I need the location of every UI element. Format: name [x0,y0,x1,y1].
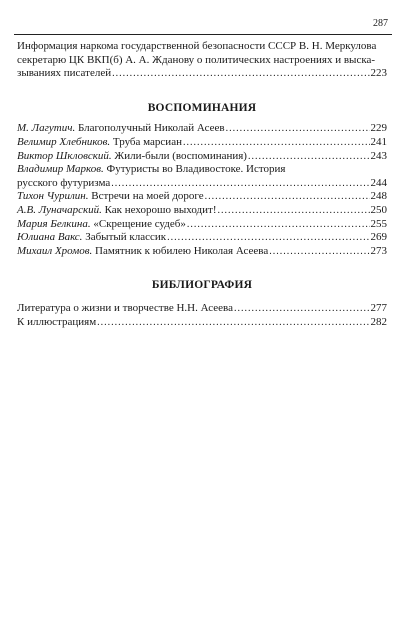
toc-entry [17,136,387,150]
toc-entry-title: Встречи на моей дороге [91,190,204,203]
dot-leader [112,67,369,81]
dot-leader [205,190,370,204]
toc-entry [17,218,387,232]
toc-entry [17,150,387,164]
toc-entry [17,302,387,316]
dot-leader [97,316,369,330]
dot-leader [111,177,369,191]
toc-entry-page: 243 [370,149,387,162]
toc-entry-author: Велимир Хлебников. [17,135,111,148]
section-title-memoirs: ВОСПОМИНАНИЯ [147,101,257,114]
toc-entry-title: К иллюстрациям [17,315,97,328]
toc-entry-line: секретарю ЦК ВКП(б) А. А. Жданову о политических настроениях и выска- [17,53,376,66]
section-title-bibliography: БИБЛИОГРАФИЯ [151,279,253,292]
toc-entry-page: 282 [370,315,387,328]
toc-entry-author: Тихон Чурилин. [17,190,89,203]
toc-entry [17,231,387,245]
toc-entry-author: Владимир Марков. [17,163,104,176]
toc-entry-title: Как нехорошо выходит! [104,203,217,216]
toc-entry-title: русского футуризма [17,176,111,189]
toc-entry-author: М. Лагутич. [17,122,76,135]
toc-entry-page: 241 [370,135,387,148]
dot-leader [234,302,370,316]
toc-entry-title: Памятник к юбилею Николая Асеева [95,244,269,257]
toc-entry-title: Забытый классик [85,231,167,244]
toc-entry [17,316,387,330]
header-rule [14,34,392,35]
toc-entry-page: 248 [370,190,387,203]
toc-entry-page: 223 [370,67,387,80]
page-number: 287 [373,18,388,29]
toc-entry [17,163,387,190]
toc-entry-title: Литература о жизни и творчестве Н.Н. Асеева [17,301,233,314]
toc-entry-page: 244 [370,176,387,189]
toc-entry-line [17,67,387,81]
toc-entry-page: 255 [370,217,387,230]
toc-entry-title: Футуристы во Владивостоке. История [106,163,286,176]
toc-entry-title: Жили-были (воспоминания) [114,149,247,162]
toc-entry [17,245,387,259]
toc-entry-merkulov [17,40,387,81]
dot-leader [248,150,370,164]
table-of-contents [17,40,387,329]
toc-entry-page: 269 [370,231,387,244]
dot-leader [183,136,370,150]
dot-leader [218,204,370,218]
toc-entry-page: 273 [370,244,387,257]
toc-entry-author: Михаил Хромов. [17,244,93,257]
dot-leader [269,245,369,259]
toc-entry-author: Мария Белкина. [17,217,91,230]
toc-entry-author: А.В. Луначарский. [17,203,102,216]
toc-entry [17,190,387,204]
toc-entry-line: Информация наркома государственной безопасности СССР В. Н. Меркулова [17,40,377,52]
toc-entry-title: Труба марсиан [112,135,182,148]
toc-entry-page: 229 [370,122,387,135]
dot-leader [226,122,370,136]
dot-leader [187,218,370,232]
toc-entry-line [17,177,387,191]
toc-entry [17,122,387,136]
toc-entry-page: 277 [370,301,387,314]
dot-leader [167,231,369,245]
toc-entry [17,204,387,218]
toc-entry-title: зываниях писателей [17,67,112,80]
toc-entry-page: 250 [370,203,387,216]
toc-entry-title: «Скрещение судеб» [93,217,186,230]
toc-entry-author: Юлиана Вакс. [17,231,83,244]
toc-entry-title: Благополучный Николай Асеев [77,122,225,135]
toc-entry-line [17,163,387,177]
toc-entry-author: Виктор Шкловский. [17,149,112,162]
